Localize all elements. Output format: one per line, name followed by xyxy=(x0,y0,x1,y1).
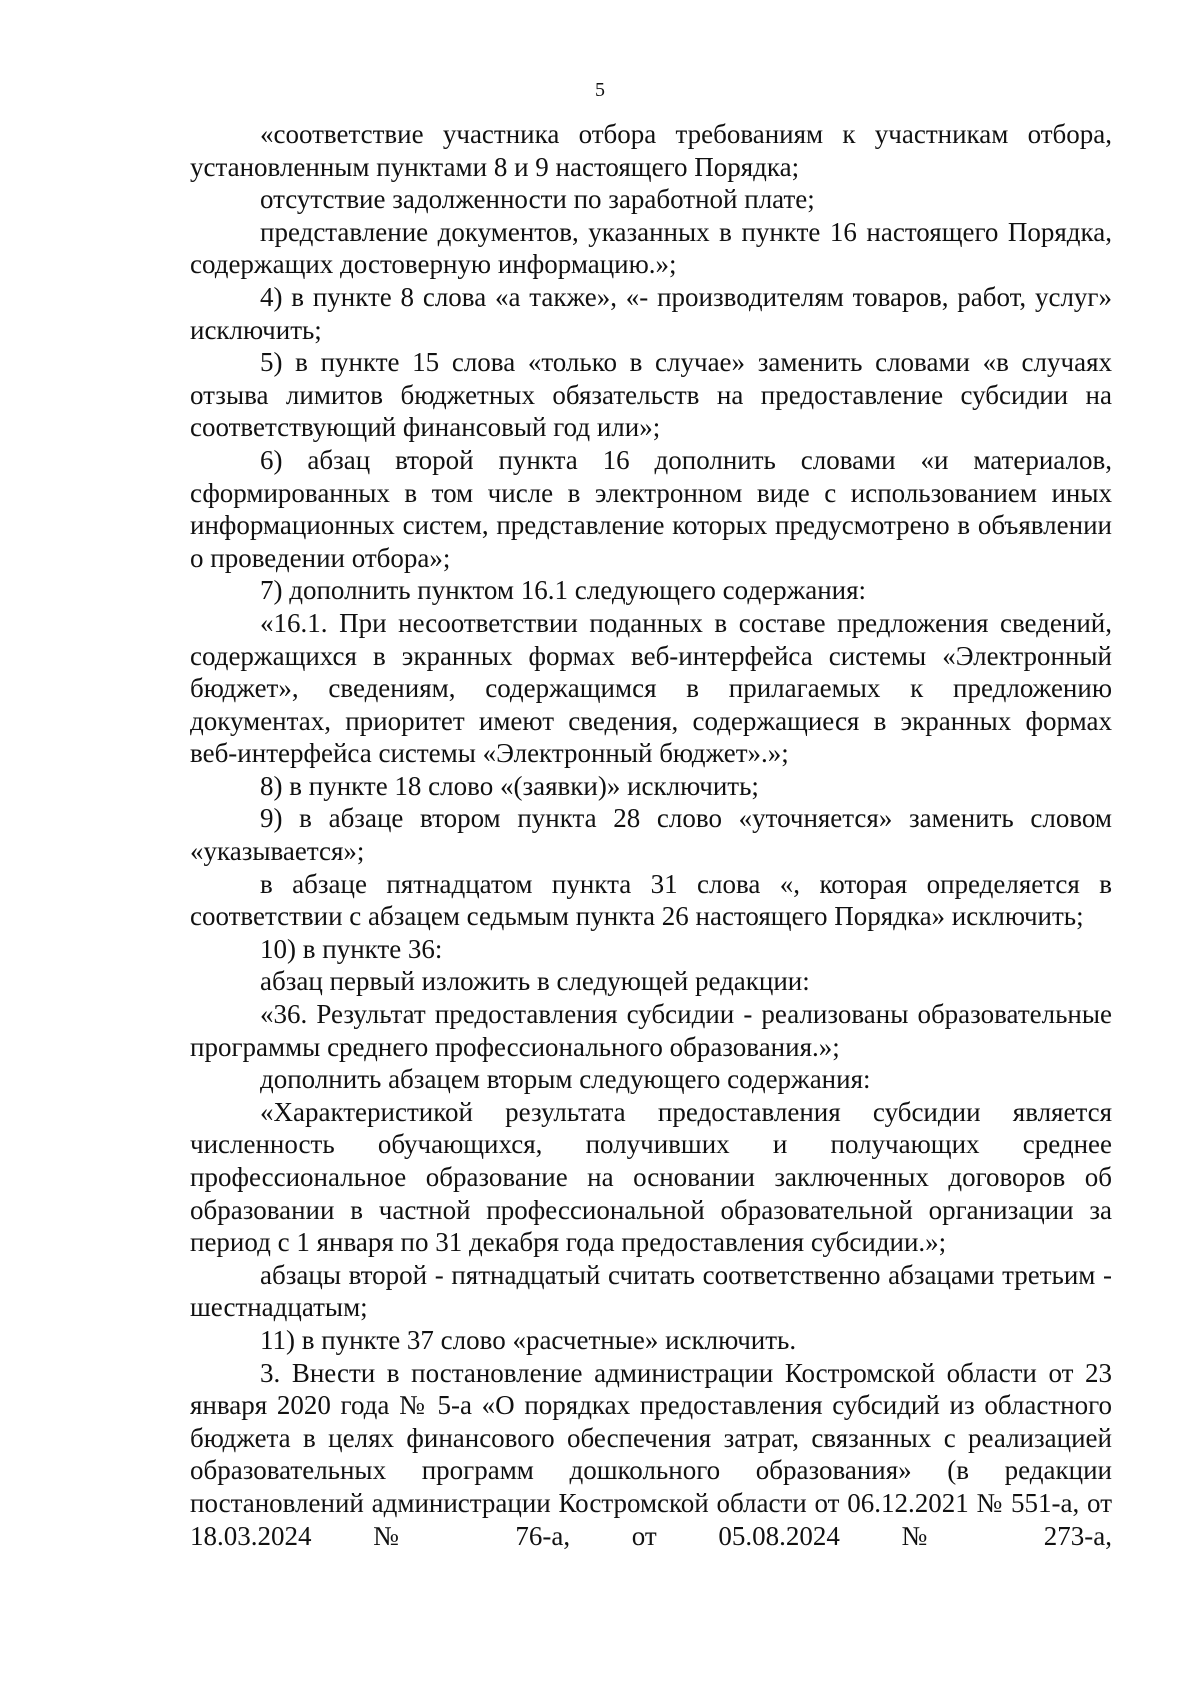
paragraph: отсутствие задолженности по заработной плате; xyxy=(260,184,815,215)
paragraph: 4) в пункте 8 слова «а также», «- производителям товаров, работ, услуг» исключить; xyxy=(190,281,1112,345)
paragraph: «16.1. При несоответствии поданных в составе предложения сведений, содержащихся в экранных формах веб-интерфейса системы «Электронный бюджет», сведениям, содержащимся в прилагаемых к предложению документах, приоритет имеют сведения, содержащиеся в экранных формах веб-интерфейса системы «Электронный бюджет».»; xyxy=(190,607,1112,769)
paragraph: абзацы второй - пятнадцатый считать соответственно абзацами третьим - шестнадцатым; xyxy=(190,1259,1112,1323)
paragraph: дополнить абзацем вторым следующего содержания: xyxy=(260,1064,871,1095)
paragraph: 5) в пункте 15 слова «только в случае» заменить словами «в случаях отзыва лимитов бюджетных обязательств на предоставление субсидии на соответствующий финансовый год или»; xyxy=(190,347,1112,443)
paragraph: «36. Результат предоставления субсидии - реализованы образовательные программы среднего профессионального образования.»; xyxy=(190,999,1112,1062)
paragraph: 11) в пункте 37 слово «расчетные» исключить. xyxy=(260,1324,797,1355)
paragraph: 7) дополнить пунктом 16.1 следующего содержания: xyxy=(260,575,867,606)
page-number: 5 xyxy=(595,79,605,101)
paragraph: в абзаце пятнадцатом пункта 31 слова «, которая определяется в соответствии с абзацем седьмым пункта 26 настоящего Порядка» исключить; xyxy=(190,868,1112,932)
paragraph: 10) в пункте 36: xyxy=(260,933,443,964)
paragraph: абзац первый изложить в следующей редакции: xyxy=(260,966,810,997)
paragraph: «Характеристикой результата предоставления субсидии является численность обучающихся, получивших и получающих среднее профессиональное образование на основании заключенных договоров об образовании в частной профессиональной образовательной организации за период с 1 января по 31 декабря года предоставления субсидии.»; xyxy=(190,1096,1112,1258)
paragraph: 9) в абзаце втором пункта 28 слово «уточняется» заменить словом «указывается»; xyxy=(190,803,1112,867)
paragraph: 8) в пункте 18 слово «(заявки)» исключить; xyxy=(260,770,759,801)
paragraph: 3. Внести в постановление администрации Костромской области от 23 января 2020 года № 5-а «О порядках предоставления субсидий из областного бюджета в целях финансового обеспечения затрат, связанных с реализацией образовательных программ дошкольного образования» (в редакции постановлений администрации Костромской области от 06.12.2021 № 551-а, от 18.03.2024 № 76-а, от 05.08.2024 № 273-а, xyxy=(190,1357,1112,1551)
paragraph: представление документов, указанных в пункте 16 настоящего Порядка, содержащих достоверную информацию.»; xyxy=(190,216,1112,280)
paragraph: 6) абзац второй пункта 16 дополнить словами «и материалов, сформированных в том числе в электронном виде с использованием иных информационных систем, представление которых предусмотрено в объявлении о проведении отбора»; xyxy=(190,444,1112,573)
document-body xyxy=(190,118,1112,1552)
paragraph: «соответствие участника отбора требованиям к участникам отбора, установленным пунктами 8 и 9 настоящего Порядка; xyxy=(190,119,1112,182)
